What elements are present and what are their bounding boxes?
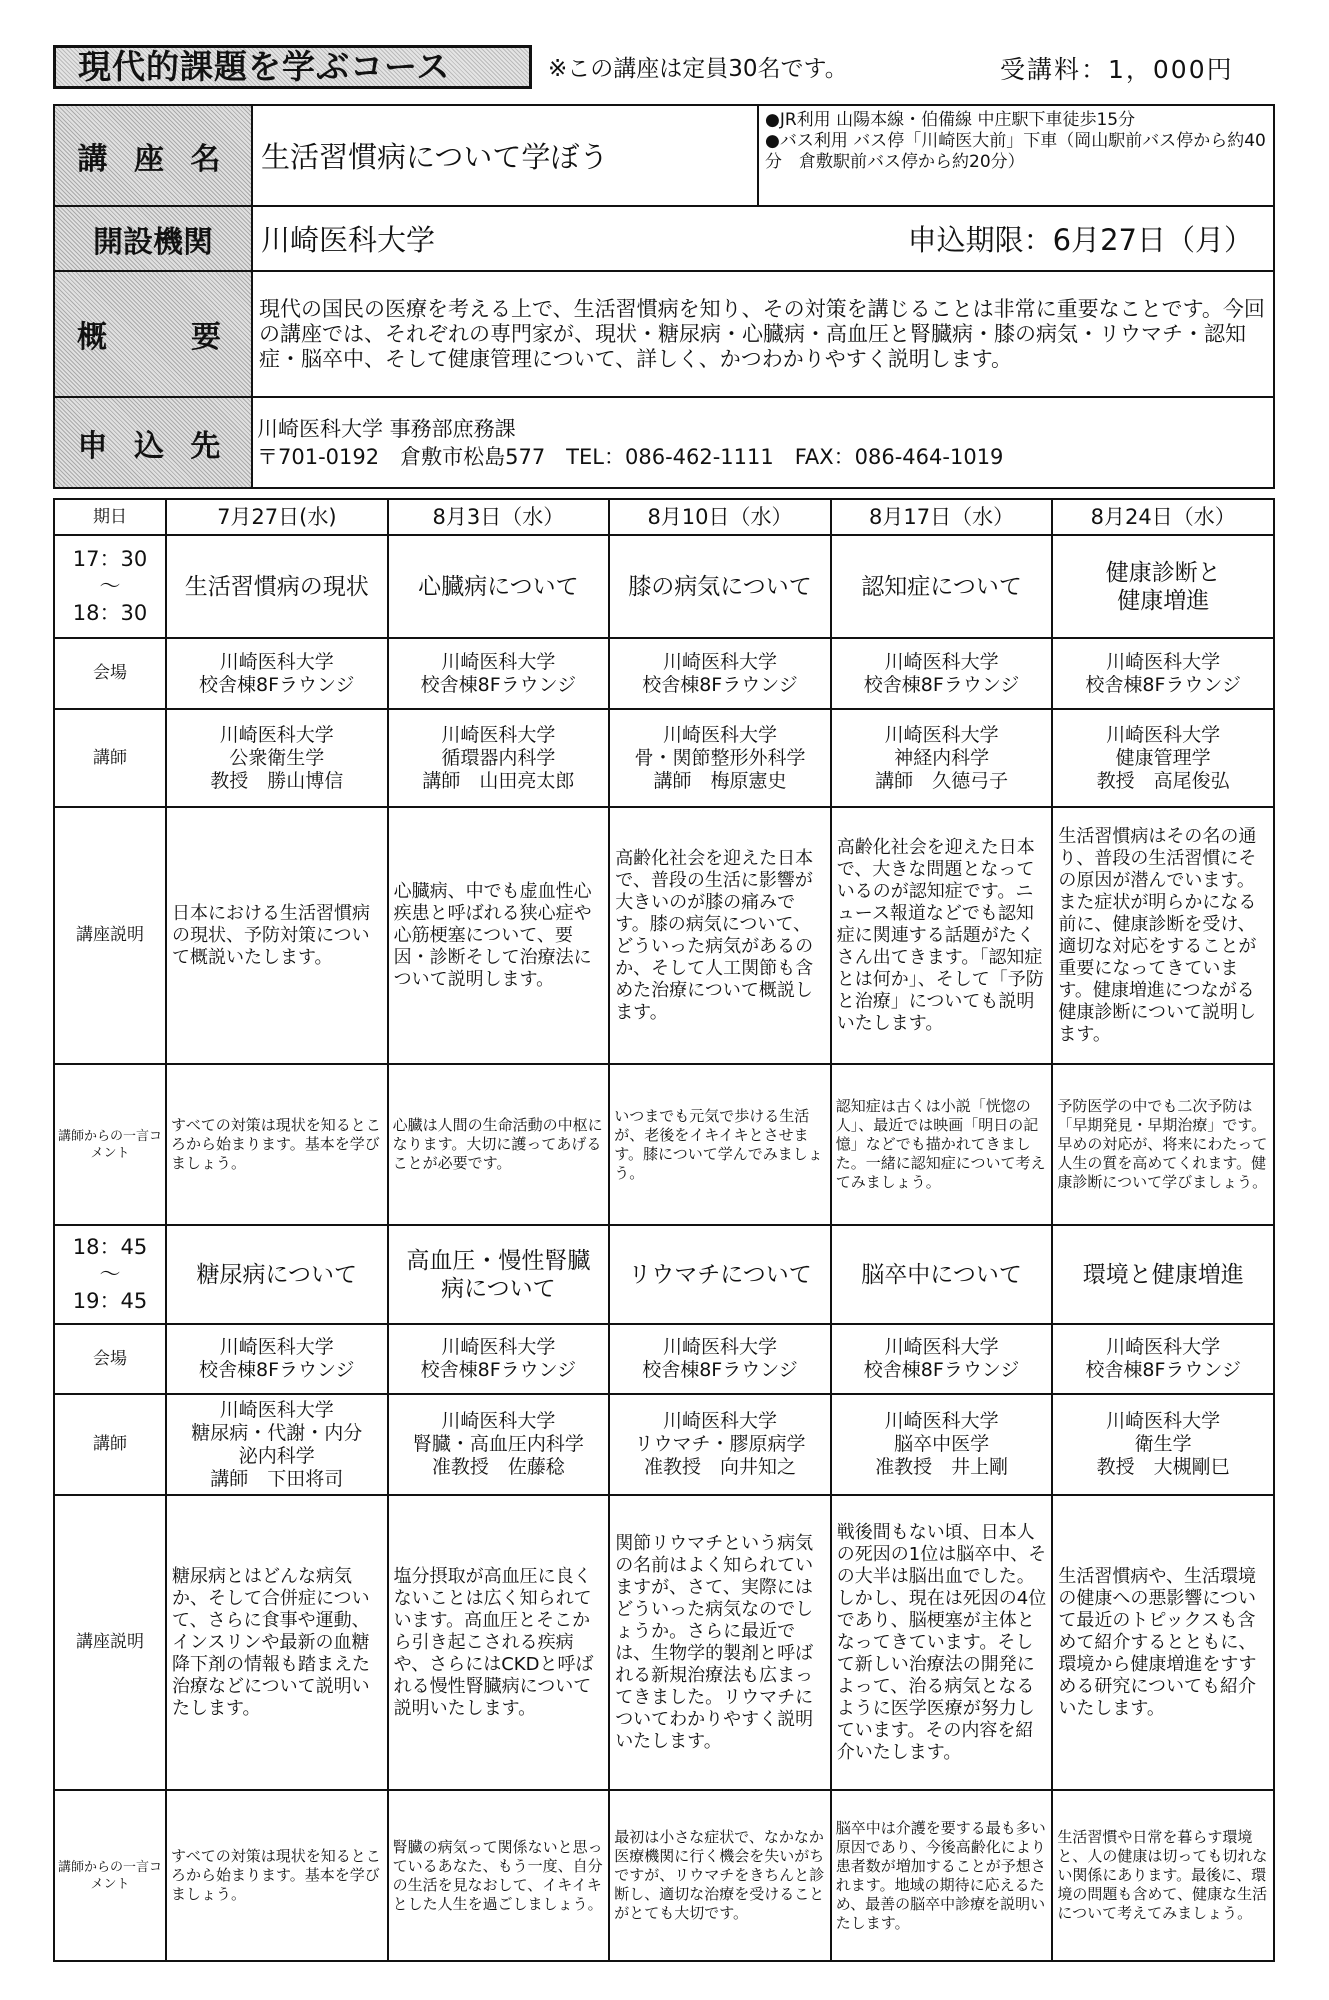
topic-cell: 脳卒中について (831, 1225, 1053, 1324)
schedule-row (54, 807, 1274, 1064)
date-header: 8月10日（水） (609, 499, 831, 535)
lecturer-cell: 川崎医科大学 脳卒中医学 准教授 井上剛 (831, 1394, 1053, 1495)
course-name: 生活習慣病について学ぼう (252, 105, 758, 206)
time-slot: 17：30 ～ 18：30 (54, 535, 166, 638)
comment-cell: 心臓は人間の生命活動の中枢になります。大切に護ってあげることが必要です。 (388, 1064, 610, 1225)
overview: 現代の国民の医療を考える上で、生活習慣病を知り、その対策を講じることは非常に重要なことです。今回の講座では、それぞれの専門家が、現状・糖尿病・心臓病・高血圧と腎臓病・膝の病気・リウマチ・認知症・脳卒中、そして健康管理について、詳しく、かつわかりやすく説明します。 (252, 271, 1274, 397)
description-cell: 戦後間もない頃、日本人の死因の1位は脳卒中、その大半は脳出血でした。しかし、現在は死因の4位であり、脳梗塞が主体となってきています。そして新しい治療法の開発によって、治る病気となるように医学医療が努力しています。その内容を紹介いたします。 (831, 1495, 1053, 1790)
comment-cell: 最初は小さな症状で、なかなか医療機関に行く機会を失いがちですが、リウマチをきちんと診断し、適切な治療を受けることがとても大切です。 (609, 1790, 831, 1961)
capacity-note: ※この講座は定員30名です。 (548, 56, 848, 82)
topic-cell: 認知症について (831, 535, 1053, 638)
lecturer-cell: 川崎医科大学 リウマチ・膠原病学 准教授 向井知之 (609, 1394, 831, 1495)
topic-cell: 健康診断と 健康増進 (1052, 535, 1274, 638)
lecturer-cell: 川崎医科大学 公衆衛生学 教授 勝山博信 (166, 709, 388, 807)
schedule-row (54, 1394, 1274, 1495)
topic-cell: リウマチについて (609, 1225, 831, 1324)
overview-label: 概 要 (54, 271, 252, 397)
date-label: 期日 (54, 499, 166, 535)
description-cell: 関節リウマチという病気の名前はよく知られていますが、さて、実際にはどういった病気なのでしょうか。さらに最近では、生物学的製剤と呼ばれる新規治療法も広まってきました。リウマチについてわかりやすく説明いたします。 (609, 1495, 831, 1790)
venue-cell: 川崎医科大学 校舎棟8Fラウンジ (388, 1324, 610, 1394)
lecturer-cell: 川崎医科大学 衛生学 教授 大槻剛巳 (1052, 1394, 1274, 1495)
lecturer-cell: 川崎医科大学 神経内科学 講師 久德弓子 (831, 709, 1053, 807)
comment-cell: 脳卒中は介護を要する最も多い原因であり、今後高齢化により患者数が増加することが予想されます。地域の期待に応えるため、最善の脳卒中診療を説明いたします。 (831, 1790, 1053, 1961)
date-header: 8月3日（水） (388, 499, 610, 535)
comment-label: 講師からの一言コメント (54, 1790, 166, 1961)
venue-cell: 川崎医科大学 校舎棟8Fラウンジ (831, 1324, 1053, 1394)
description-cell: 生活習慣病はその名の通り、普段の生活習慣にその原因が潜んでいます。また症状が明らかになる前に、健康診断を受け、適切な対応をすることが重要になってきています。健康増進につながる健康診断について説明します。 (1052, 807, 1274, 1064)
description-label: 講座説明 (54, 807, 166, 1064)
host-label: 開設機関 (54, 206, 252, 271)
access-info: ●JR利用 山陽本線・伯備線 中庄駅下車徒歩15分 ●バス利用 バス停「川崎医大前」下車（岡山駅前バス停から約40分 倉敷駅前バス停から約20分） (758, 105, 1274, 206)
venue-cell: 川崎医科大学 校舎棟8Fラウンジ (166, 1324, 388, 1394)
lecturer-cell: 川崎医科大学 健康管理学 教授 高尾俊弘 (1052, 709, 1274, 807)
description-cell: 心臓病、中でも虚血性心疾患と呼ばれる狭心症や心筋梗塞について、要因・診断そして治療法について説明します。 (388, 807, 610, 1064)
venue-cell: 川崎医科大学 校舎棟8Fラウンジ (831, 638, 1053, 709)
description-cell: 高齢化社会を迎えた日本で、大きな問題となっているのが認知症です。ニュース報道などでも認知症に関連する話題がたくさん出てきます。「認知症とは何か」、そして「予防と治療」についても説明いたします。 (831, 807, 1053, 1064)
topic-cell: 心臓病について (388, 535, 610, 638)
comment-label: 講師からの一言コメント (54, 1064, 166, 1225)
lecturer-cell: 川崎医科大学 循環器内科学 講師 山田亮太郎 (388, 709, 610, 807)
lecturer-cell: 川崎医科大学 腎臓・高血圧内科学 准教授 佐藤稔 (388, 1394, 610, 1495)
info-table (53, 104, 1275, 489)
description-cell: 糖尿病とはどんな病気か、そして合併症について、さらに食事や運動、インスリンや最新の血糖降下剤の情報も踏まえた治療などについて説明いたします。 (166, 1495, 388, 1790)
topic-cell: 糖尿病について (166, 1225, 388, 1324)
fee: 受講料：1，000円 (1000, 55, 1234, 84)
date-header: 7月27日(水) (166, 499, 388, 535)
host-cell (252, 206, 1274, 271)
schedule-row (54, 709, 1274, 807)
description-cell: 生活習慣病や、生活環境の健康への悪影響について最近のトピックスも含めて紹介するとともに、環境から健康増進をすすめる研究についても紹介いたします。 (1052, 1495, 1274, 1790)
schedule-row (54, 638, 1274, 709)
venue-cell: 川崎医科大学 校舎棟8Fラウンジ (609, 1324, 831, 1394)
schedule-row (54, 1790, 1274, 1961)
venue-label: 会場 (54, 1324, 166, 1394)
course-label: 講 座 名 (54, 105, 252, 206)
venue-cell: 川崎医科大学 校舎棟8Fラウンジ (1052, 638, 1274, 709)
schedule-row (54, 1495, 1274, 1790)
host: 川崎医科大学 (261, 223, 436, 257)
date-header: 8月24日（水） (1052, 499, 1274, 535)
venue-label: 会場 (54, 638, 166, 709)
lecturer-label: 講師 (54, 709, 166, 807)
schedule-table (53, 498, 1275, 1962)
venue-cell: 川崎医科大学 校舎棟8Fラウンジ (1052, 1324, 1274, 1394)
comment-cell: すべての対策は現状を知るところから始まります。基本を学びましょう。 (166, 1790, 388, 1961)
topic-cell: 環境と健康増進 (1052, 1225, 1274, 1324)
apply-label: 申 込 先 (54, 397, 252, 488)
course-title: 現代的課題を学ぶコース (53, 45, 532, 89)
comment-cell: すべての対策は現状を知るところから始まります。基本を学びましょう。 (166, 1064, 388, 1225)
venue-cell: 川崎医科大学 校舎棟8Fラウンジ (609, 638, 831, 709)
deadline: 申込期限：6月27日（月） (907, 223, 1253, 257)
venue-cell: 川崎医科大学 校舎棟8Fラウンジ (166, 638, 388, 709)
time-slot: 18：45 ～ 19：45 (54, 1225, 166, 1324)
date-header: 8月17日（水） (831, 499, 1053, 535)
schedule-row (54, 535, 1274, 638)
apply-contact: 川崎医科大学 事務部庶務課 〒701-0192 倉敷市松島577 TEL：086-462-1111 FAX：086-464-1019 (252, 397, 1274, 488)
topic-cell: 生活習慣病の現状 (166, 535, 388, 638)
description-label: 講座説明 (54, 1495, 166, 1790)
schedule-row (54, 1064, 1274, 1225)
topic-cell: 高血圧・慢性腎臓 病について (388, 1225, 610, 1324)
comment-cell: 予防医学の中でも二次予防は「早期発見・早期治療」です。早めの対応が、将来にわたって人生の質を高めてくれます。健康診断について学びましょう。 (1052, 1064, 1274, 1225)
topic-cell: 膝の病気について (609, 535, 831, 638)
comment-cell: 生活習慣や日常を暮らす環境と、人の健康は切っても切れない関係にあります。最後に、環境の問題も含めて、健康な生活について考えてみましょう。 (1052, 1790, 1274, 1961)
schedule-row (54, 1225, 1274, 1324)
lecturer-cell: 川崎医科大学 糖尿病・代謝・内分 泌内科学 講師 下田将司 (166, 1394, 388, 1495)
venue-cell: 川崎医科大学 校舎棟8Fラウンジ (388, 638, 610, 709)
comment-cell: いつまでも元気で歩ける生活が、老後をイキイキとさせます。膝について学んでみましょう。 (609, 1064, 831, 1225)
schedule-row (54, 1324, 1274, 1394)
comment-cell: 腎臓の病気って関係ないと思っているあなた、もう一度、自分の生活を見なおして、イキイキとした人生を過ごしましょう。 (388, 1790, 610, 1961)
comment-cell: 認知症は古くは小説「恍惚の人」、最近では映画「明日の記憶」などでも描かれてきました。一緒に認知症について考えてみましょう。 (831, 1064, 1053, 1225)
description-cell: 塩分摂取が高血圧に良くないことは広く知られています。高血圧とそこから引き起こされる疾病や、さらにはCKDと呼ばれる慢性腎臓病について説明いたします。 (388, 1495, 610, 1790)
lecturer-cell: 川崎医科大学 骨・関節整形外科学 講師 梅原憲史 (609, 709, 831, 807)
description-cell: 高齢化社会を迎えた日本で、普段の生活に影響が大きいのが膝の痛みです。膝の病気について、どういった病気があるのか、そして人工関節も含めた治療について概説します。 (609, 807, 831, 1064)
lecturer-label: 講師 (54, 1394, 166, 1495)
description-cell: 日本における生活習慣病の現状、予防対策について概説いたします。 (166, 807, 388, 1064)
